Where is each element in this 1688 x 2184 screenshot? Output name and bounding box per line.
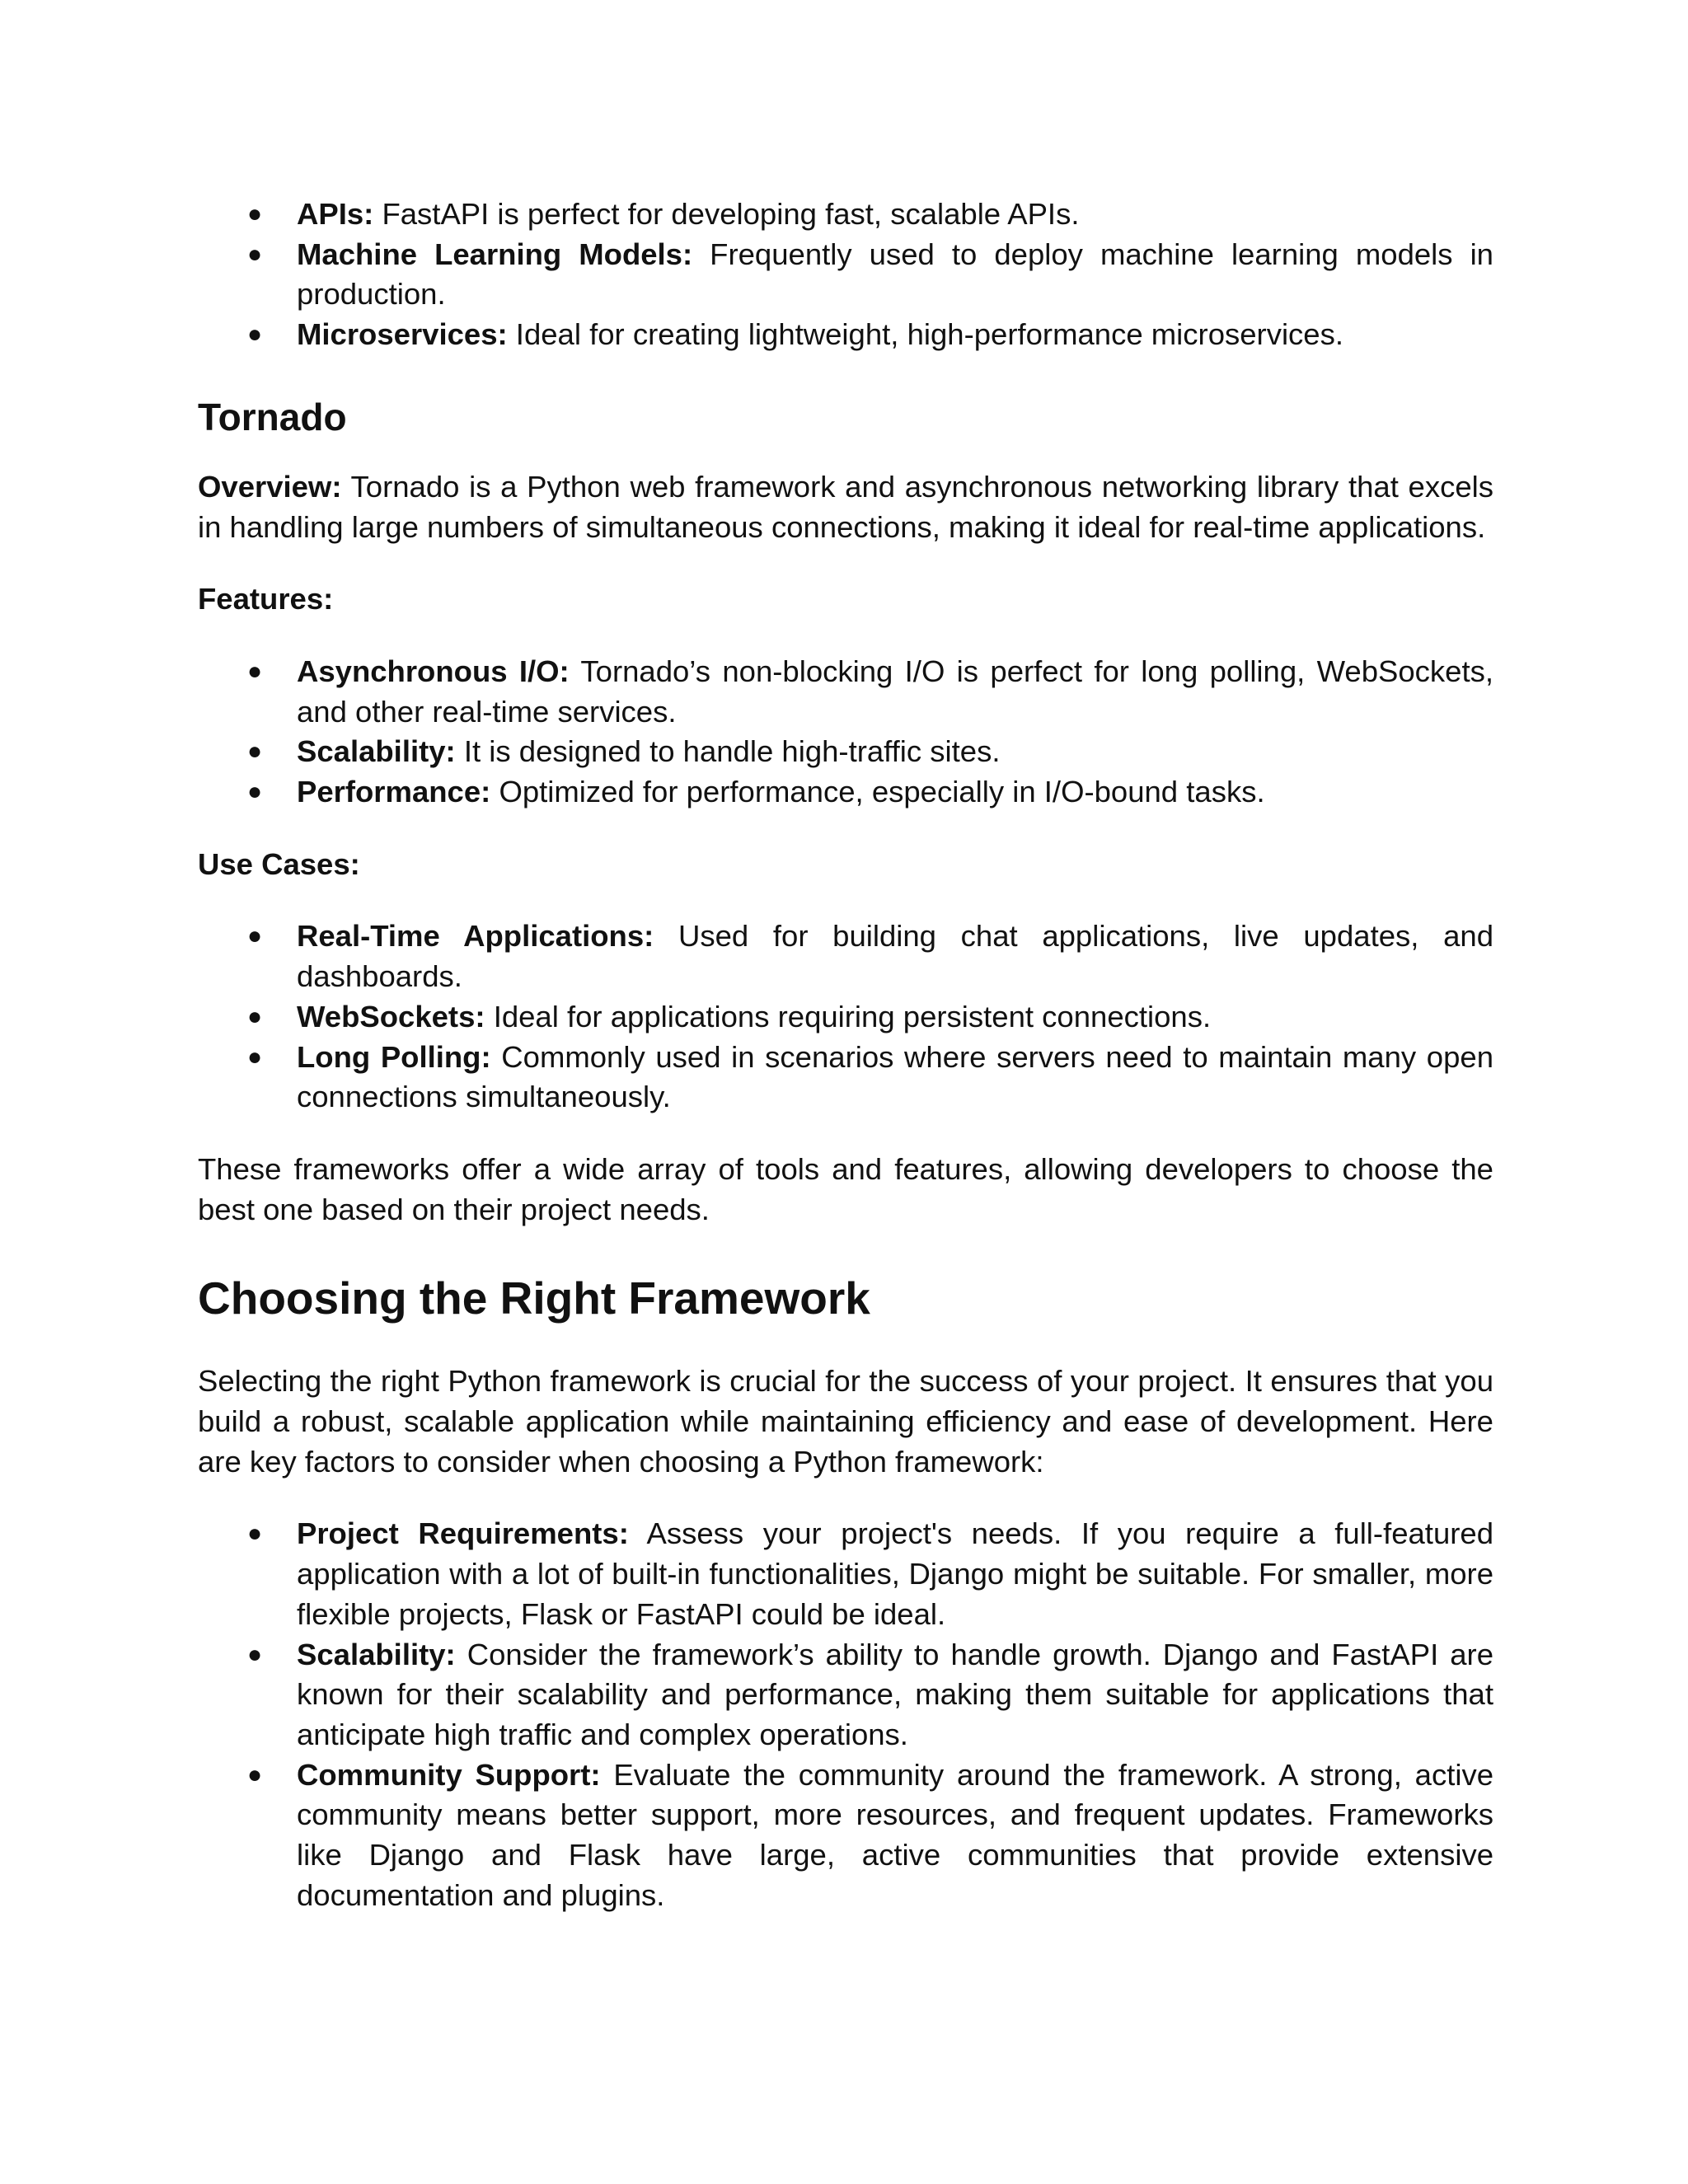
list-item-term: Community Support: [297,1757,601,1792]
list-item-text: Commonly used in scenarios where servers need to maintain many open connections simultaneously. [297,1039,1493,1114]
list-item [247,1038,1493,1118]
list-item [247,916,1493,996]
list-item-text: Frequently used to deploy machine learning models in production. [297,237,1493,312]
bullet-icon: ● [247,657,263,685]
list-item-term: Project Requirements: [297,1516,629,1551]
bullet-icon: ● [247,1640,263,1668]
list-item-term: Long Polling: [297,1039,491,1074]
list-item-text: Optimized for performance, especially in I/O-bound tasks. [490,775,1265,809]
bullet-icon: ● [247,1520,263,1548]
list-item-text: Ideal for creating lightweight, high-performance microservices. [507,317,1343,352]
list-item [247,315,1493,355]
features-label: Features: [198,582,334,616]
list-item-term: Performance: [297,775,491,809]
use-cases-label: Use Cases: [198,846,360,881]
list-item-text: Used for building chat applications, live updates, and dashboards. [297,919,1493,994]
list-item [247,1635,1493,1755]
bullet-icon: ● [247,1002,263,1030]
choosing-heading: Choosing the Right Framework [198,1272,870,1324]
list-item-term: Scalability: [297,734,456,769]
fastapi-use-cases-list [198,194,1493,355]
bullet-icon: ● [247,200,263,227]
overview-text: Tornado is a Python web framework and asynchronous networking library that excels in handling large numbers of simultaneous connections, making it ideal for real-time applications. [198,469,1493,544]
list-item-text: Consider the framework’s ability to handle growth. Django and FastAPI are known for their scalability and performance, making them suitable for applications that anticipate high traffic and complex operations. [297,1637,1493,1751]
document-page [198,194,1493,1916]
list-item-term: Scalability: [297,1637,456,1671]
list-item [247,732,1493,772]
list-item [247,772,1493,813]
list-item-text: Tornado’s non-blocking I/O is perfect for long polling, WebSockets, and other real-time services. [297,654,1493,729]
list-item-text: It is designed to handle high-traffic sites. [455,734,1001,769]
overview-label: Overview: [198,469,342,504]
list-item [247,652,1493,732]
list-item-term: Microservices: [297,317,508,352]
tornado-features-list [198,652,1493,813]
tornado-overview [198,467,1493,547]
list-item-term: WebSockets: [297,999,485,1033]
bullet-icon: ● [247,321,263,349]
list-item-term: Real-Time Applications: [297,919,654,954]
list-item [247,1755,1493,1916]
list-item [247,997,1493,1038]
bullet-icon: ● [247,240,263,268]
list-item [247,235,1493,315]
list-item [247,1514,1493,1634]
bullet-icon: ● [247,922,263,950]
list-item [247,194,1493,235]
bullet-icon: ● [247,1043,263,1071]
bullet-icon: ● [247,738,263,766]
tornado-heading: Tornado [198,395,347,438]
list-item-term: Asynchronous I/O: [297,654,570,688]
choosing-factors-list [198,1514,1493,1915]
closing-paragraph: These frameworks offer a wide array of tools and features, allowing developers to choose the best one based on their project needs. [198,1151,1493,1226]
list-item-text: FastAPI is perfect for developing fast, scalable APIs. [373,197,1080,231]
list-item-text: Ideal for applications requiring persistent connections. [485,999,1212,1033]
bullet-icon: ● [247,778,263,806]
list-item-text: Evaluate the community around the framework. A strong, active community means better support, more resources, and frequent updates. Frameworks like Django and Flask have large, active communities that provide extensive documentation and plugins. [297,1757,1493,1912]
list-item-text: Assess your project's needs. If you require a full-featured application with a lot of built-in functionalities, Django might be suitable. For smaller, more flexible projects, Flask or FastAPI could be ideal. [297,1516,1493,1631]
list-item-term: Machine Learning Models: [297,237,693,271]
choosing-intro: Selecting the right Python framework is crucial for the success of your project. It ensures that you build a robust, scalable application while maintaining efficiency and ease of development. Here are key factors to consider when choosing a Python framework: [198,1364,1493,1479]
tornado-use-cases-list [198,916,1493,1118]
list-item-term: APIs: [297,197,374,231]
bullet-icon: ● [247,1760,263,1788]
